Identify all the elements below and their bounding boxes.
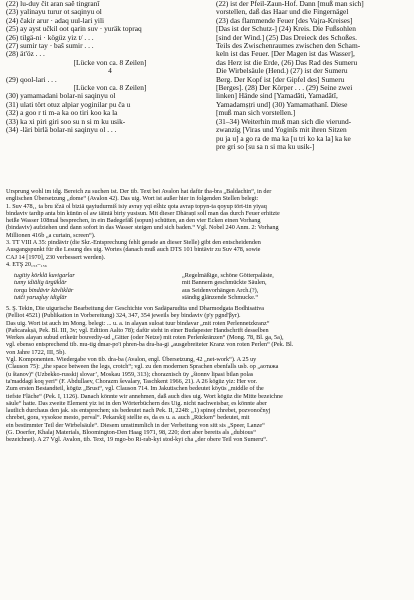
commentary-paragraph-2 — [6, 305, 408, 444]
commentary-line: Millionen 416b „a curtain, screen“). — [6, 231, 96, 239]
translation-line: pre gri so [su sa n si ma ku usik-] — [216, 142, 315, 151]
commentary-line: ein bestimmter Teil der Wirbelsäule“. Diesem umstimmlich in der Verbeitung von sitt sis „Speer, Lanze“ — [6, 421, 265, 429]
commentary-line: CAJ 14 [1970], 230 verbessert werden). — [6, 253, 106, 261]
text-line: (28) ät'öz . . . — [6, 50, 45, 59]
text-line: (23) yalinayu turur ot saqinyu ol — [6, 8, 102, 17]
commentary-line: 3. TT VIII A 35: pindävir (die Skr.-Entsprechung fehlt gerade an dieser Stelle) gibt den entscheidenden — [6, 239, 261, 247]
commentary-line: Das uig. Wort ist auch im Mong. belegt: ... u. a. in alayan suloat tuur bindavar „mit roten Perlennetzkranz“ — [6, 319, 270, 327]
commentary-line: Ausgangspunkt für die Lesung des uig. Wortes (danach muß auch DTS 101 bintävir zu Suv 478, sowie — [6, 246, 261, 254]
commentary-line: (bindaviv) aufziehen und dann sofort in das Wasser steigen und sich baden.“ Vgl. Nobel 240 Anm. 2: Vorhang — [6, 224, 279, 232]
translation-line: Die Wirbelsäule (Hend.) (27) ist der Sumeru — [216, 67, 348, 76]
translation-line: linken] Hände sind [Yamadāti, Yamadātī, — [216, 92, 338, 101]
text-line: (31) ulati tört otuz alpiar yoginilar pu ča u — [6, 100, 131, 109]
translation-line: [sind der Wind.] (25) Das Dreieck des Schoßes. — [216, 33, 357, 42]
commentary-line: ta'maddagi koq yeri“ (F. Abdullaev, Chorazm ševalary, Taschkent 1966, 21). A 26 kögüz yiz: Her vor. — [6, 377, 258, 385]
text-line: (25) ay ayst učkil oot qarin suv · yuräk topraq — [6, 25, 142, 34]
verse-line — [6, 272, 408, 279]
verse-translation: aus Seidenvorhängen Arch.(?), — [182, 286, 259, 294]
verse-original: tugitiy körklä kuvigarlar — [14, 272, 75, 279]
translation-line: (23) das flammende Feuer [des Vajra-Kreises] — [216, 16, 353, 25]
commentary-line: englischen Übersetzung „dome“ (Avalon 42). Das uig. Wort ist außer hier in folgenden Stellen belegt: — [6, 195, 259, 203]
translation-line: [Das ist der Schutz-] (24) Kreis. Die Fußsohlen — [216, 25, 356, 34]
text-line: (34) -läri birlä bolar-ni saqinyu ol . . . — [6, 126, 117, 135]
commentary-line: Werkes alayan subud erikeür bouvediy-ud „Gitter (oder Netze) mit roten Perlenkränzen“ (Mong. 78, Bl. ga, 5a), — [6, 334, 284, 342]
verse-translation: mit Bannern geschmückte Säulen, — [182, 279, 267, 287]
gap-note: [Lücke von ca. 8 Zeilen] — [73, 84, 147, 93]
commentary-line: vgl. ebenso entsprechend tib. mu-tig dmar-po'i phren-ba dra-ba-gi „ausgebreiteter Kranz von roten Perlen“ (Pek. Bl. — [6, 341, 294, 349]
gap-note: [Lücke von ca. 8 Zeilen] — [73, 58, 147, 67]
verse-line — [6, 287, 408, 294]
translation-line: Yamadamṣṭri und] (30) Yamamathanī. Diese — [216, 100, 348, 109]
translation-line: [Berges]. (28) Der Körper . . . (29) Seine zwei — [216, 84, 353, 93]
commentary-line: 4. ETŞ 20₁₅₃–₁₅₆ — [6, 260, 47, 268]
translation-line: das Herz ist die Erde, (26) Das Rad des Sumeru — [216, 58, 358, 67]
commentary-line: 1. Suv 478₁₁ ta bru ičzä ol biziä qayiudurmiš isiy avray yqi ešhiz qota avrap topyn-ta qoyup tört-tin yiyaq — [6, 202, 267, 210]
translation-line: pu ja u] a go ra de ma ka [u tri ko ka la] ka ke — [216, 134, 351, 143]
verse-translation: ständig glänzende Schmucke.“ — [182, 293, 259, 301]
commentary-line: 5. Ş. Tekin, Die uigurische Bearbeitung der Geschichte von Sadāparuditа und Dharmodgata Bodhisattva — [6, 305, 265, 312]
text-line: (26) tilgä-ni · kögüz yiz t/ . . . — [6, 33, 94, 42]
text-line: (24) čakir arur · adaq uul-lari yili — [6, 16, 105, 25]
commentary-line: bezeichnet). A 27 Vgl. Avalon, tib. Text, 19 mgo-bo Ri-rab-kyi stod-kyi cha „der obere Teil von Sumeru“. — [6, 436, 268, 444]
verse-original: torqu bindävir kävliklär — [14, 286, 74, 294]
translation-line: [muß man sich vorstellen.] — [216, 109, 296, 118]
text-line: (33) ka xi piri giri soo su n si m ku usik- — [6, 117, 126, 126]
verse-original: tutči yaruqluy idiglär — [14, 293, 67, 301]
commentary-line: Zum ersten Bestandteil, kögüz „Brust“, vgl. Clauson 714. Im Jakutischen bedeutet köyüs „middle of the — [6, 385, 264, 393]
commentary-line: (Pañcarakṣā, Pek. Bl. III, 3v; vgl. Edition Aalto 78); dafür steht in einer Budapester Handschrift desselben — [6, 326, 269, 334]
text-line: (29) qool-lari . . . — [6, 75, 57, 84]
commentary-line: (G. Doerfer, Khalaj Materials, Bloomington-Den Haag 1971, 98, 220; dort aber bereits als „dubious“ — [6, 429, 256, 437]
commentary-line: lautlich durchaus den jak. sis entsprechen; sis bedeutet nach Pek. II, 2248: „1) spinoj chrebet, pozvonočnyj — [6, 407, 271, 415]
commentary-line: Vgl. Komponenten. Wiedergabe von tib. dra-ba (Avalon, engl. Übersetzung, 42 „net-work“). A 25 uy — [6, 356, 257, 364]
commentary-line: von Jahre 1722, III, 5b). — [6, 348, 66, 356]
commentary-line: (u štanov)“ (Uzbekko-russkij slovar’, Moskau 1959, 313); choraznisch üy „štonnv lipasi bilan polas — [6, 370, 254, 378]
translation-line: (31–34) Weiterhin muß man sich die vierund- — [216, 117, 352, 126]
text-line: (30) yamamadani bolar-ni saqinyu ol — [6, 92, 116, 101]
text-line: (27) sumir tay · baš sumir . . . — [6, 42, 94, 51]
commentary-line: Ursprung wohl im idg. Bereich zu suchen ist. Der tib. Text bei Avalon hat dafür tha-bra „Baldachin“, in der — [6, 188, 272, 195]
commentary-line: säule“ hatte. Das zweite Element yiz ist in den Wörterbüchern des Uig. nicht nachweisbar, es könnte aber — [6, 399, 267, 407]
text-line: (22) lu-duy čit aran saĕ tingranĭ — [6, 0, 100, 8]
commentary-line: (Pelliot 4521) (Publikation in Vorbereitung) 324, 347, 354 jeweils bey bindaviv (p'y pgnd'βyr). — [6, 312, 241, 320]
translation-line: keln ist das Feuer. [Der Magen ist das Wasser], — [216, 50, 355, 59]
translation-line: vorstellen, daß das Haar und die Fingernägel — [216, 8, 349, 17]
verse-original: tumy idiälig ürgüklär — [14, 279, 67, 287]
german-translation-column — [216, 0, 410, 151]
parallel-text — [0, 0, 414, 186]
verse-line — [6, 279, 408, 286]
translation-line: Teils des Zwischenraumes zwischen den Scham- — [216, 42, 361, 51]
translation-line: zwanzig [Viras und Yoginīs mit ihren Sitzen — [216, 126, 347, 135]
verse-translation: „Regelmäßige, schöne Götterpaläste, — [182, 272, 274, 279]
commentary-line: bindaviv tardip anta bin künün ol aw iäintä biriy yusisun. Mit dieser Dhāraṇī soll man das durch Feuer erhitzte — [6, 209, 280, 217]
commentary-line: (Clauson 75): „the space between the legs, crotch“; vgl. zu den modernen Sprachen ebenfalls usb. ор „aoтaжа — [6, 363, 279, 371]
commentary-line: heiße Wasser 108mal besprechen, in ein Badegefäß (sopun) schütten, an den vier Ecken einen Vorhang — [6, 217, 261, 225]
commentary-line: tiefste Fläche“ (Pek. I, 1126). Danach könnte wir annehmen, daß auch dies uig. Wort kögüz die Mitte bezeichne — [6, 392, 283, 400]
uigur-text-column — [6, 0, 214, 135]
verse-block — [6, 272, 408, 301]
section-number: 4 — [108, 67, 112, 76]
commentary-paragraph-1 — [6, 188, 408, 268]
text-line: (32) a goo r ti m-a ka oo tiri koo ka la — [6, 109, 118, 118]
verse-line — [6, 294, 408, 301]
commentary-line: chrebet, gora, vysokoe mesto, perval“. Pekarskij stellte es, da es u. a. auch „Rücken“ bedeutet, mit — [6, 414, 250, 422]
translation-line: (22) ist der Pfeil-Zaun-Hof. Dann [muß man sich] — [216, 0, 364, 8]
translation-line: Berg. Der Kopf ist [der Gipfel des] Sumeru — [216, 75, 345, 84]
